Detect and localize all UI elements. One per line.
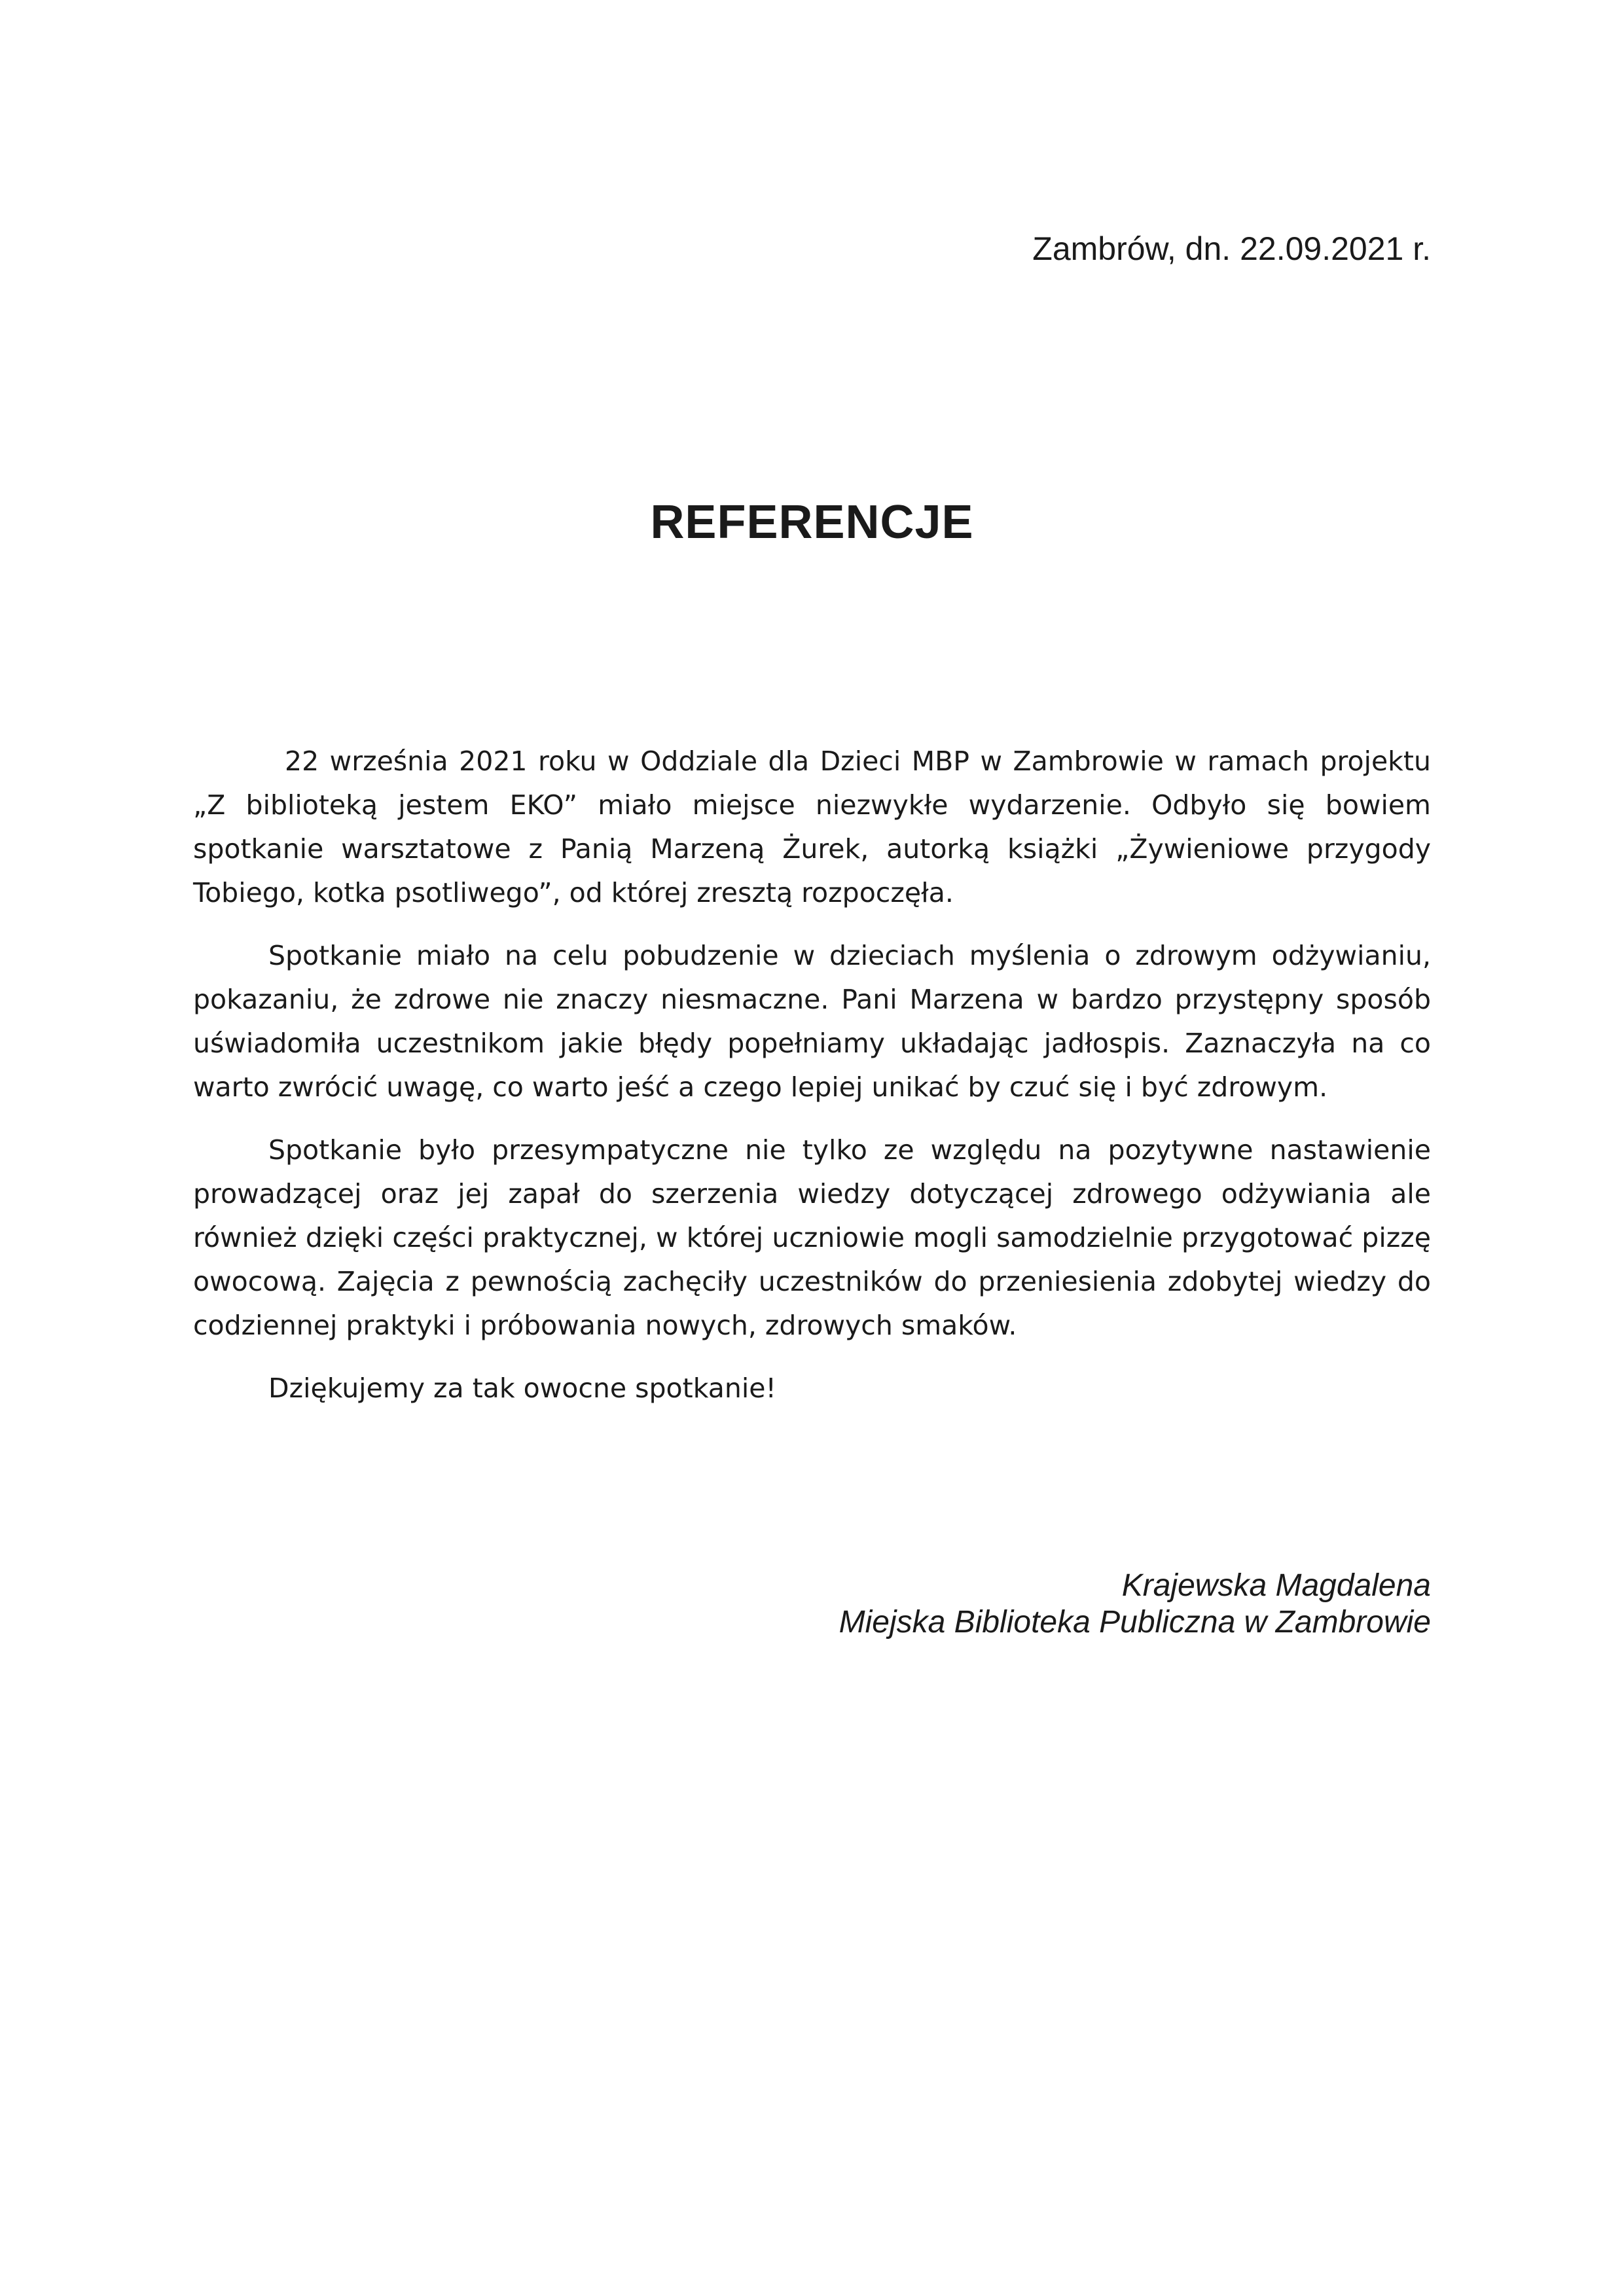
paragraph-summary: Spotkanie było przesympatyczne nie tylko ze względu na pozytywne nastawienie prowadzącej oraz jej zapał do szerzenia wiedzy dotyczącej zdrowego odżywiania ale również dzięki części praktycznej, w której uczniowie mogli samodzielnie przygotować pizzę owocową. Zajęcia z pewnością zachęciły uczestników do przeniesienia zdobytej wiedzy do codziennej praktyki i próbowania nowych, zdrowych smaków. (193, 1134, 1431, 1341)
letter-body (193, 740, 1431, 1429)
paragraph-goal: Spotkanie miało na celu pobudzenie w dzieciach myślenia o zdrowym odżywianiu, pokazaniu, że zdrowe nie znaczy niesmaczne. Pani Marzena w bardzo przystępny sposób uświadomiła uczestnikom jakie błędy popełniamy układając jadłospis. Zaznaczyła na co warto zwrócić uwagę, co warto jeść a czego lepiej unikać by czuć się i być zdrowym. (193, 940, 1431, 1103)
signature-institution: Miejska Biblioteka Publiczna w Zambrowie (839, 1605, 1431, 1640)
document-title: REFERENCJE (650, 496, 974, 548)
signature-name: Krajewska Magdalena (1121, 1568, 1431, 1603)
signature-block (839, 1568, 1431, 1641)
paragraph-event: 22 września 2021 roku w Oddziale dla Dzieci MBP w Zambrowie w ramach projektu „Z biblioteką jestem EKO” miało miejsce niezwykłe wydarzenie. Odbyło się bowiem spotkanie warsztatowe z Panią Marzeną Żurek, autorką książki „Żywieniowe przygody Tobiego, kotka psotliwego”, od której zresztą rozpoczęła. (193, 745, 1431, 908)
date-line: Zambrów, dn. 22.09.2021 r. (1032, 230, 1431, 267)
paragraph-thanks: Dziękujemy za tak owocne spotkanie! (268, 1372, 776, 1404)
